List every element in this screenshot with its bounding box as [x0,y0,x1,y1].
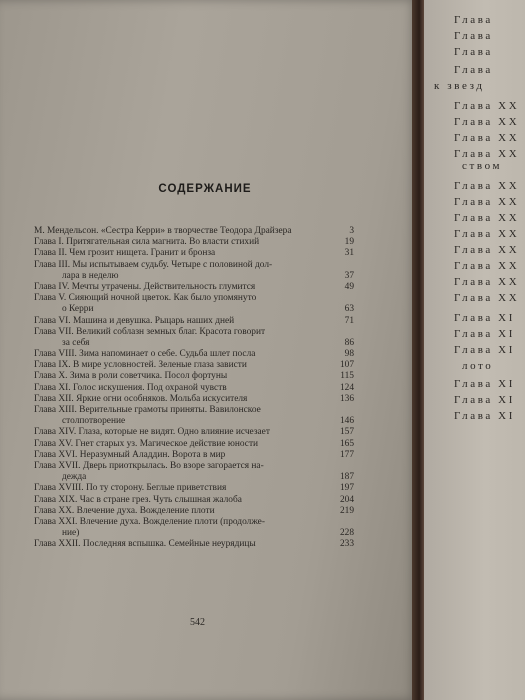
toc-entry-text: за себя [62,337,90,348]
toc-entry [34,506,354,517]
toc-entry-page: 19 [344,237,354,248]
toc-entry [34,517,354,528]
toc-entry-page: 98 [344,349,354,360]
toc-entry-text: Глава X. Зима в роли советчика. Посол фортуны [34,371,228,382]
toc-entry-page: 204 [339,494,354,505]
toc-entry-text: Глава XXI. Влечение духа. Вожделение плоти (продолже- [34,516,265,527]
toc-entry [34,338,354,349]
toc-entry-page: 115 [340,371,354,382]
toc-entry-text: Глава XII. Яркие огни особняков. Мольба искусителя [34,393,248,404]
toc-entry-text: Глава XIII. Верительные грамоты приняты. Вавилонское [34,405,261,415]
toc-entry [34,483,354,494]
right-page-line: Глава XI [454,328,515,340]
right-page-line: Глава [454,64,493,76]
toc-entry-page: 86 [344,337,354,348]
toc-entry [34,260,354,271]
toc-entry-text: Глава V. Сияющий ночной цветок. Как было упомянуто [34,293,257,304]
toc-entry [34,282,354,293]
toc-entry [34,349,354,360]
toc-entry-page: 63 [344,304,354,315]
right-page-line: Глава XX [454,276,520,288]
right-page-line: Глава XI [454,344,515,356]
toc-entry-text: ние) [62,528,80,539]
right-page-line: Глава XI [454,410,515,422]
toc-entry-text: Глава XIX. Час в стране грез. Чуть слышная жалоба [34,494,242,505]
right-page-line: Глава [454,14,493,26]
right-page-line: Глава XI [454,312,515,324]
toc-entry [34,405,354,416]
right-page-line: Глава [454,30,493,42]
toc-entry-page: 146 [339,416,354,427]
toc-entry-page: 187 [339,472,354,483]
toc-entry-page: 107 [339,360,354,371]
toc-entry [34,304,354,315]
right-page [424,0,525,700]
toc-entry-page: 37 [344,270,354,281]
toc-entry-text: Глава XVIII. По ту сторону. Беглые приветствия [34,483,227,494]
toc-entry-text: лара в неделю [62,270,119,281]
toc-entry-page: 31 [344,248,354,259]
toc-entry-page: 197 [339,483,354,494]
toc-entry-text: Глава XX. Влечение духа. Вожделение плоти [34,505,215,516]
toc-entry [34,528,354,539]
toc-entry [34,226,354,237]
right-page-line: Глава XX [454,180,520,192]
toc-entry [34,271,354,282]
right-page-line: ством [462,160,503,172]
right-page-line: Глава XX [454,132,520,144]
toc-entry-text: Глава IX. В мире условностей. Зеленые глаза зависти [34,360,247,371]
right-page-line: Глава XX [454,100,520,112]
right-page-line: лото [462,360,494,372]
right-page-line: Глава XX [454,244,520,256]
toc-entry-text: Глава III. Мы испытываем судьбу. Четыре с половиной дол- [34,259,273,270]
right-page-line: Глава XI [454,378,515,390]
toc-entry-page: 233 [339,539,354,550]
toc-entry [34,394,354,405]
right-page-line: Глава XX [454,148,520,160]
toc-entry-text: Глава XI. Голос искушения. Под охраной чувств [34,382,227,393]
toc-entry-text: Глава I. Притягательная сила магнита. Во власти стихий [34,237,260,248]
right-page-line: Глава XX [454,212,520,224]
toc-entry-text: столпотворение [62,416,126,427]
toc-entry [34,450,354,461]
toc-entry-text: Глава XIV. Глаза, которые не видят. Одно влияние исчезает [34,427,270,438]
toc-entry-page: 3 [349,226,354,236]
toc-entry [34,360,354,371]
right-page-line: Глава XX [454,260,520,272]
right-page-line: Глава XX [454,228,520,240]
toc-entry [34,383,354,394]
toc-entry-page: 157 [339,427,354,438]
book-gutter [412,0,424,700]
toc-entry-page: 136 [339,393,354,404]
toc-entry-page: 49 [344,281,354,292]
toc-entry [34,472,354,483]
toc-entry [34,495,354,506]
toc-entry-page: 165 [339,438,354,449]
right-page-line: Глава [454,46,493,58]
toc-entry-text: Глава VIII. Зима напоминает о себе. Судьба шлет посла [34,349,256,360]
right-page-line: к звезд [434,80,485,92]
toc-entry-text: Глава II. Чем грозит нищета. Гранит и бронза [34,248,216,259]
right-page-line: Глава XX [454,292,520,304]
right-page-line: Глава XX [454,116,520,128]
toc-entry [34,248,354,259]
toc-entry-page: 219 [339,505,354,516]
toc-entry-page: 124 [339,382,354,393]
toc-entry-page: 177 [339,449,354,460]
table-of-contents [34,226,354,550]
toc-entry-text: М. Мендельсон. «Сестра Керри» в творчестве Теодора Драйзера [34,226,292,236]
toc-entry [34,427,354,438]
toc-entry-text: Глава XV. Гнет старых уз. Магическое действие юности [34,438,259,449]
page-number: 542 [190,617,205,628]
toc-entry-page: 71 [344,315,354,326]
toc-entry [34,316,354,327]
toc-entry [34,416,354,427]
toc-entry-text: о Керри [62,304,94,315]
toc-entry-text: Глава VII. Великий соблазн земных благ. Красота говорит [34,326,266,337]
toc-entry [34,371,354,382]
toc-entry-text: Глава IV. Мечты утрачены. Действительность глумится [34,281,256,292]
right-page-line: Глава XI [454,394,515,406]
toc-entry [34,237,354,248]
right-page-line: Глава XX [454,196,520,208]
contents-title: СОДЕРЖАНИЕ [158,183,252,195]
toc-entry [34,327,354,338]
toc-entry-text: дежда [62,472,87,483]
toc-entry [34,293,354,304]
toc-entry-page: 228 [339,528,354,539]
toc-entry-text: Глава XXII. Последняя вспышка. Семейные неурядицы [34,539,256,550]
toc-entry-text: Глава XVI. Неразумный Аладдин. Ворота в мир [34,449,226,460]
toc-entry [34,539,354,550]
toc-entry-text: Глава XVII. Дверь приоткрылась. Во взоре загорается на- [34,460,264,471]
toc-entry [34,461,354,472]
toc-entry [34,439,354,450]
toc-entry-text: Глава VI. Машина и девушка. Рыцарь наших дней [34,315,235,326]
